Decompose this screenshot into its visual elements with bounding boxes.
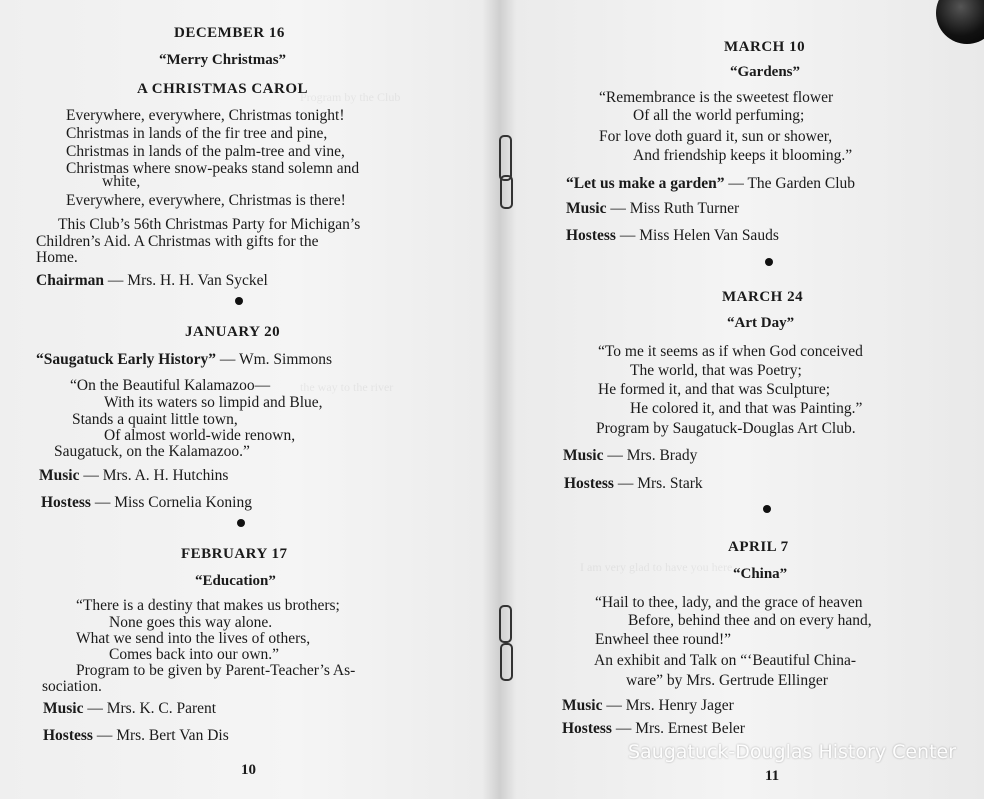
hostess-label: Hostess	[564, 475, 614, 492]
poem-line: He formed it, and that was Sculpture;	[598, 381, 831, 398]
poem-line: Christmas in lands of the palm-tree and vine,	[66, 143, 345, 160]
staple-top-lower	[500, 175, 513, 209]
april7-date: APRIL 7	[728, 539, 789, 555]
paragraph-line: Children’s Aid. A Christmas with gifts for the	[36, 233, 319, 250]
garden-topic-line	[566, 175, 855, 193]
dash: —	[79, 467, 103, 484]
hostess-value: Mrs. Bert Van Dis	[116, 727, 229, 744]
page-number: 10	[241, 762, 256, 778]
poem-line: Christmas in lands of the fir tree and pine,	[66, 125, 328, 142]
dash: —	[724, 175, 748, 192]
hostess-label: Hostess	[562, 720, 612, 737]
poem-line: Of almost world-wide renown,	[104, 427, 296, 444]
dash: —	[104, 272, 128, 289]
dash: —	[602, 697, 626, 714]
music-value: Mrs. K. C. Parent	[106, 700, 217, 717]
january-topic-line	[36, 351, 332, 369]
poem-line: white,	[102, 173, 141, 190]
poem-line: “There is a destiny that makes us brothers;	[76, 597, 340, 614]
section-bullet	[235, 297, 243, 305]
topic: “Let us make a garden”	[566, 175, 725, 192]
music-line	[563, 447, 697, 465]
staple-bottom-upper	[499, 605, 512, 643]
february-date: FEBRUARY 17	[181, 546, 288, 562]
poem-line: Before, behind thee and on every hand,	[628, 612, 872, 629]
april7-theme: “China”	[733, 566, 788, 582]
hostess-line	[562, 720, 745, 738]
section-bullet	[763, 505, 771, 513]
dash: —	[83, 700, 107, 717]
chairman-line	[36, 272, 268, 290]
poem-line: Stands a quaint little town,	[72, 411, 238, 428]
poem-line: With its waters so limpid and Blue,	[104, 394, 323, 411]
music-line	[566, 200, 739, 218]
music-label: Music	[43, 700, 84, 717]
march24-theme: “Art Day”	[727, 315, 795, 331]
february-theme: “Education”	[195, 573, 276, 589]
dash: —	[615, 227, 640, 244]
poem-line: Enwheel thee round!”	[595, 631, 731, 648]
hostess-label: Hostess	[41, 494, 91, 511]
dash: —	[611, 720, 636, 737]
music-value: Miss Ruth Turner	[629, 200, 740, 217]
march24-date: MARCH 24	[722, 289, 804, 305]
hostess-label: Hostess	[43, 727, 93, 744]
poem-line: And friendship keeps it blooming.”	[633, 147, 853, 164]
dash: —	[90, 494, 115, 511]
hostess-value: Mrs. Ernest Beler	[635, 720, 745, 737]
dash: —	[215, 351, 239, 368]
poem-line: For love doth guard it, sun or shower,	[599, 128, 833, 145]
hostess-line	[43, 727, 229, 745]
dash: —	[613, 475, 638, 492]
section-bullet	[765, 258, 773, 266]
music-value: Mrs. Henry Jager	[625, 697, 734, 714]
music-label: Music	[566, 200, 607, 217]
paragraph-line: This Club’s 56th Christmas Party for Michigan’s	[58, 216, 361, 233]
paragraph-line: An exhibit and Talk on “‘Beautiful China-	[594, 652, 857, 669]
january-date: JANUARY 20	[185, 324, 281, 340]
speaker: Wm. Simmons	[238, 351, 332, 368]
poem-line: “Hail to thee, lady, and the grace of heaven	[595, 594, 863, 611]
poem-line: What we send into the lives of others,	[76, 630, 311, 647]
music-line	[43, 700, 216, 718]
music-label: Music	[39, 467, 80, 484]
dash: —	[603, 447, 627, 464]
poem-line: “Remembrance is the sweetest flower	[599, 89, 834, 106]
poem-line: Of all the world perfuming;	[633, 107, 805, 124]
topic: “Saugatuck Early History”	[36, 351, 216, 368]
december-theme: “Merry Christmas”	[159, 52, 287, 68]
poem-line: The world, that was Poetry;	[630, 362, 802, 379]
history-center-watermark: Saugatuck-Douglas History Center	[628, 741, 957, 763]
music-line	[39, 467, 228, 485]
march10-date: MARCH 10	[724, 39, 806, 55]
paragraph-line: Program to be given by Parent-Teacher’s As-	[76, 662, 356, 679]
hostess-value: Miss Cornelia Koning	[114, 494, 252, 511]
role-label: Chairman	[36, 272, 105, 289]
program-line: Program by Saugatuck-Douglas Art Club.	[596, 420, 856, 437]
page-number: 11	[765, 768, 780, 784]
march10-theme: “Gardens”	[730, 64, 801, 80]
paragraph-line: ware” by Mrs. Gertrude Ellinger	[626, 672, 828, 689]
music-value: Mrs. A. H. Hutchins	[102, 467, 229, 484]
hostess-value: Miss Helen Van Sauds	[639, 227, 779, 244]
music-label: Music	[563, 447, 604, 464]
hostess-line	[564, 475, 703, 493]
booklet-spread: Program by the Club the way to the river I am very glad to have you here DECEMBER 16 “Merry Christmas” A CHRISTMAS CAROL Everywhere, everywhere, Christmas tonight! Christmas in lands of the fir tree and pine, Christmas in lands of the palm-tree and vine, Christmas where snow-peaks stand solemn and white, Everywhere, everywhere, Christmas is there! This Club’s 56th Christmas Party for Michigan’s Children’s Aid. A Christmas with gifts for the Home. Chairman — Mrs. H. H. Van Syckel JANUARY 20 “Saugatuck Early History” — Wm. Simmons “On the Beautiful Kalamazoo— With its waters so limpid and Blue, Stands a quaint little town, Of almost world-wide renown, Saugatuck, on the Kalamazoo.” Music — Mrs. A. H. Hutchins Hostess — Miss Cornelia Koning FEBRUARY 17 “Education” “There is a destiny that makes us brothers; None goes this way alone. What we send into the lives of others, Comes back into our own.” Program to be given by Parent-Teacher’s As- sociation. Music — Mrs. K. C. Parent Hostess — Mrs. Bert Van Dis 10 MARCH 10 “Gardens” “Remembrance is the sweetest flower Of all the world perfuming; For love doth guard it, sun or shower, And friendship keeps it blooming.” “Let us make a garden” — The Garden Club Music — Miss Ruth Turner Hostess — Miss Helen Van Sauds MARCH 24 “Art Day” “To me it seems as if when God conceived The world, that was Poetry; He formed it, and that was Sculpture; He colored it, and that was Painting.” Program by Saugatuck-Douglas Art Club. Music — Mrs. Brady Hostess — Mrs. Stark APRIL 7 “China” “Hail to thee, lady, and the grace of heaven Before, behind thee and on every hand, Enwheel thee round!” An exhibit and Talk on “‘Beautiful China- ware” by Mrs. Gertrude Ellinger Music — Mrs. Henry Jager Hostess — Mrs. Ernest Beler 11 Saugatuck-Douglas History Center	[0, 0, 984, 799]
section-bullet	[237, 519, 245, 527]
december-date: DECEMBER 16	[174, 25, 285, 41]
music-value: Mrs. Brady	[626, 447, 698, 464]
staple-bottom-lower	[500, 643, 513, 681]
music-line	[562, 697, 734, 715]
poem-line: Saugatuck, on the Kalamazoo.”	[54, 443, 250, 460]
poem-line: He colored it, and that was Painting.”	[630, 400, 863, 417]
right-page	[562, 0, 974, 799]
poem-line: None goes this way alone.	[109, 614, 273, 631]
paragraph-line: Home.	[36, 249, 78, 266]
speaker: The Garden Club	[747, 175, 856, 192]
dash: —	[606, 200, 630, 217]
dash: —	[92, 727, 117, 744]
paragraph-line: sociation.	[42, 678, 102, 695]
music-label: Music	[562, 697, 603, 714]
christmas-carol-heading: A CHRISTMAS CAROL	[137, 81, 309, 97]
hostess-line	[566, 227, 779, 245]
hostess-value: Mrs. Stark	[637, 475, 703, 492]
hostess-line	[41, 494, 252, 512]
role-value: Mrs. H. H. Van Syckel	[127, 272, 268, 289]
hostess-label: Hostess	[566, 227, 616, 244]
poem-line: Christmas where snow-peaks stand solemn and	[66, 160, 360, 177]
poem-line: Everywhere, everywhere, Christmas is there!	[66, 192, 346, 209]
poem-line: “To me it seems as if when God conceived	[598, 343, 863, 360]
poem-line: Everywhere, everywhere, Christmas tonight!	[66, 107, 345, 124]
poem-line: “On the Beautiful Kalamazoo—	[70, 377, 271, 394]
poem-line: Comes back into our own.”	[109, 646, 280, 663]
left-page	[34, 0, 442, 799]
